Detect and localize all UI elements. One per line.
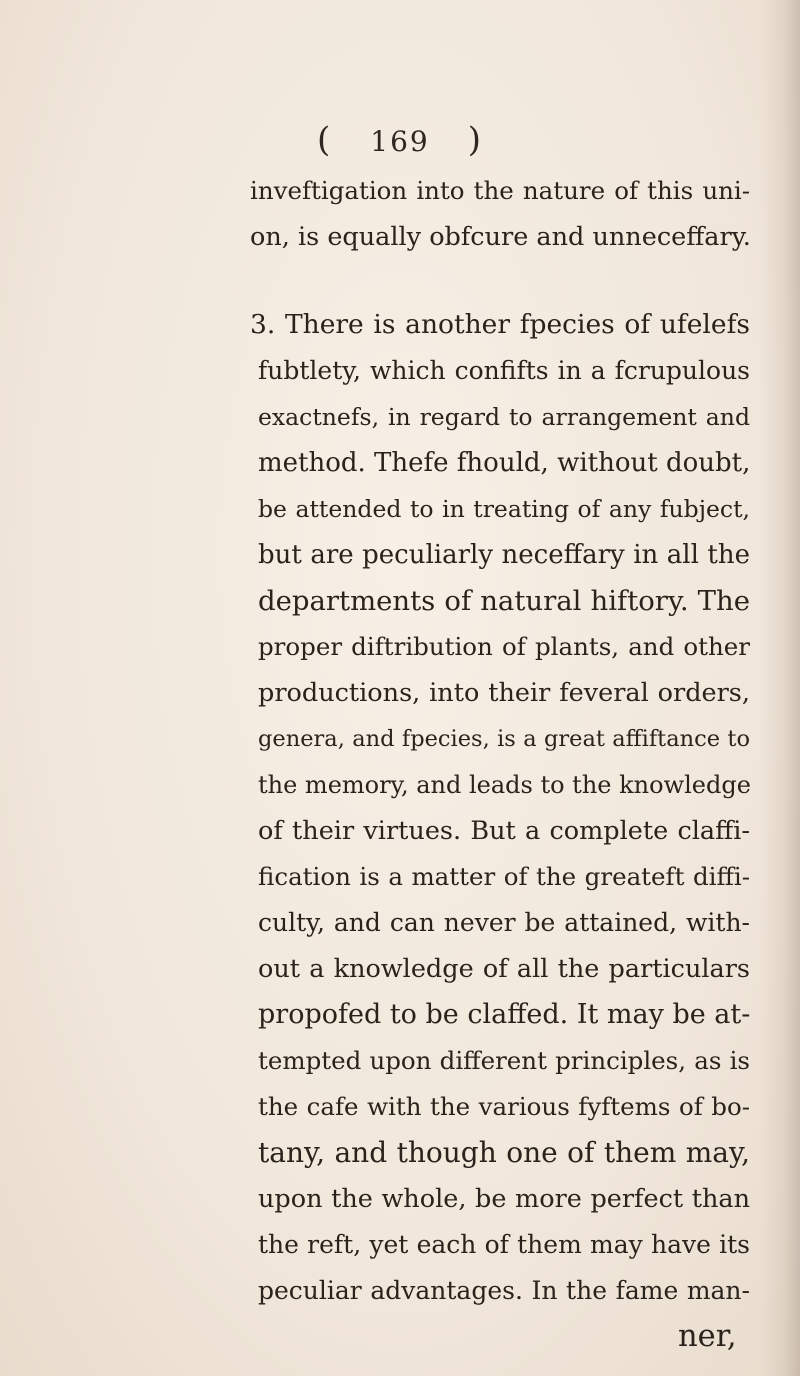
text-line: upon the whole, be more perfect than <box>258 1184 750 1214</box>
text-line: the reft, yet each of them may have its <box>258 1230 750 1259</box>
page-number-open-paren: ( <box>317 120 333 160</box>
text-line: inveftigation into the nature of this uni- <box>250 176 750 205</box>
text-line: culty, and can never be attained, with- <box>258 908 750 937</box>
paragraph-start-line: 3. There is another fpecies of ufelefs <box>250 309 750 340</box>
text-line: genera, and fpecies, is a great affiftance to <box>258 726 750 752</box>
text-line: departments of natural hiftory. The <box>258 585 750 617</box>
text-line: the cafe with the various fyftems of bo- <box>258 1092 750 1121</box>
text-line: of their virtues. But a complete claffi- <box>258 816 750 846</box>
page-number <box>0 120 800 160</box>
text-line: tempted upon different principles, as is <box>258 1046 750 1075</box>
text-line: proper diftribution of plants, and other <box>258 632 750 661</box>
text-line: out a knowledge of all the particulars <box>258 954 750 984</box>
text-line: peculiar advantages. In the fame man- <box>258 1276 750 1305</box>
text-line: method. Thefe fhould, without doubt, <box>258 448 751 478</box>
page-edge-shadow <box>760 0 800 1376</box>
text-line: tany, and though one of them may, <box>258 1136 750 1169</box>
text-line: exactnefs, in regard to arrangement and <box>258 403 750 431</box>
text-line: fubtlety, which confifts in a fcrupulous <box>258 356 750 385</box>
page-number-value: 169 <box>370 125 430 158</box>
page-number-close-paren: ) <box>467 120 483 160</box>
text-line: but are peculiarly neceffary in all the <box>258 540 750 570</box>
text-line: on, is equally obfcure and unneceffary. <box>250 222 751 252</box>
text-line: propofed to be claffed. It may be at- <box>258 999 751 1030</box>
text-line: the memory, and leads to the knowledge <box>258 771 751 799</box>
catchword: ner, <box>678 1319 737 1354</box>
text-line: be attended to in treating of any fubject, <box>258 495 750 523</box>
text-line: fication is a matter of the greateft diffi- <box>258 862 750 891</box>
text-line: productions, into their feveral orders, <box>258 678 750 708</box>
